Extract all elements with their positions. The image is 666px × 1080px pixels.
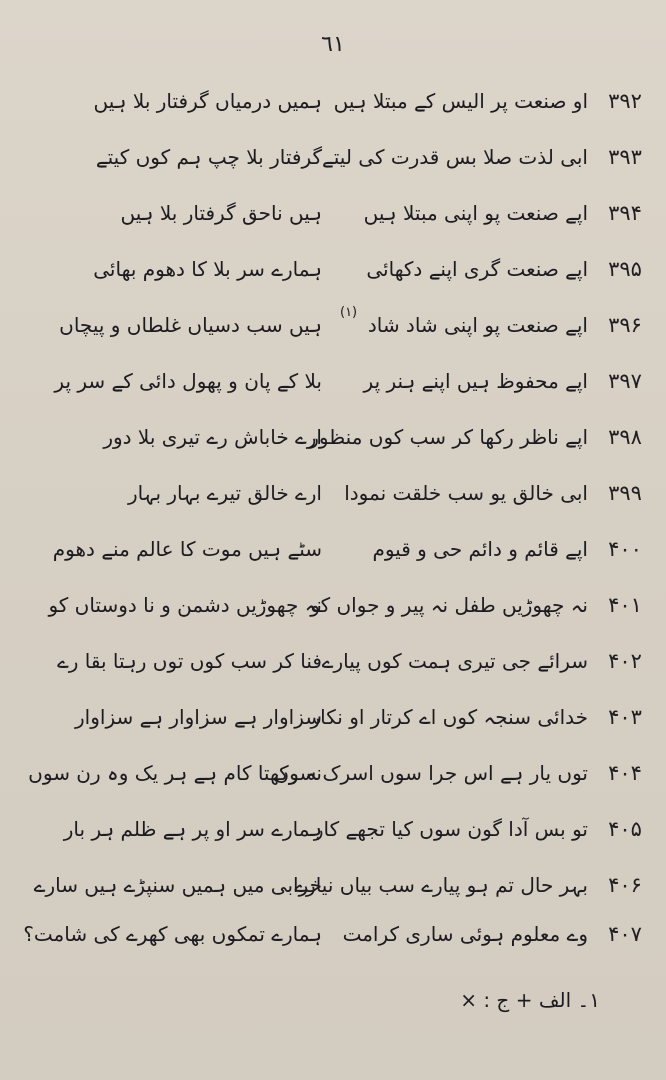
verse-row — [0, 185, 666, 241]
verse-number: ۳۹۷ — [608, 369, 642, 393]
verse-number: ۳۹۴ — [608, 201, 642, 225]
verse-second-line: بلا کے پان و پھول دائی کے سر پر — [54, 369, 322, 393]
verse-row — [0, 857, 666, 913]
verse-second-line: نہ رکھتا کام ہے ہر یک وہ رن سوں — [28, 761, 322, 785]
verse-first-line: تو بس آدا گون سوں کیا تجھے کار — [313, 817, 588, 841]
verse-number: ۴۰۷ — [608, 922, 642, 946]
verse-number: ۳۹۶ — [608, 313, 642, 337]
verse-first-line: سرائے جی تیری ہمت کوں پیارے — [321, 649, 588, 673]
verse-number: ۳۹۳ — [608, 145, 642, 169]
verse-second-line: ہیں ناحق گرفتار بلا ہیں — [120, 201, 322, 225]
verse-row — [0, 801, 666, 857]
verse-number: ۴۰۶ — [608, 873, 642, 897]
verse-row — [0, 633, 666, 689]
verse-first-line: اپے محفوظ ہیں اپنے ہنر پر — [363, 369, 588, 393]
verse-first-line: اپے صنعت پو اپنی مبتلا ہیں — [363, 201, 588, 225]
verse-second-line: سزاوار ہے سزاوار ہے سزاوار — [75, 705, 322, 729]
verse-first-line: ابی لذت صلا بس قدرت کی لیتے — [322, 145, 588, 169]
footnote: ۱۔ الف + ج : × — [460, 988, 600, 1012]
verse-second-line: ہمارے تمکوں بھی کھرے کی شامت؟ — [23, 922, 322, 946]
verse-row — [0, 689, 666, 745]
verse-row — [0, 353, 666, 409]
verse-second-line: خرابی میں ہمیں سنپڑے ہیں سارے — [33, 873, 322, 897]
verse-second-line: سٹے ہیں موت کا عالم منے دھوم — [52, 537, 322, 561]
verse-first-line: خدائی سنجہ کوں اے کرتار او نکار — [310, 705, 588, 729]
page-number: ٦١ — [321, 32, 345, 57]
verse-row — [0, 521, 666, 577]
verse-second-line: ہمارے سر او پر ہے ظلم ہر بار — [63, 817, 322, 841]
verse-number: ۴۰۲ — [608, 649, 642, 673]
footnote-marker: (۱) — [340, 305, 358, 320]
verse-first-line: نہ چھوڑیں طفل نہ پیر و جواں کو — [310, 593, 588, 617]
verse-first-line: اپے صنعت پو اپنی شاد شاد — [367, 313, 588, 337]
verse-first-line: اپے ناظر رکھا کر سب کوں منظور — [309, 425, 588, 449]
verse-second-line: گرفتار بلا چپ ہم کوں کیتے — [95, 145, 322, 169]
verse-row — [0, 745, 666, 801]
verse-number: ۴۰۳ — [608, 705, 642, 729]
verse-row — [0, 906, 666, 962]
verse-second-line: نہ چھوڑیں دشمن و نا دوستاں کو — [48, 593, 322, 617]
verse-second-line: ارے خالق تیرے بہار بہار — [127, 481, 322, 505]
verse-row — [0, 129, 666, 185]
verse-row — [0, 577, 666, 633]
verse-number: ۴۰۱ — [608, 593, 642, 617]
verse-number: ۳۹۵ — [608, 257, 642, 281]
verse-number: ۳۹۲ — [608, 89, 642, 113]
verse-row — [0, 241, 666, 297]
verse-second-line: ہمیں درمیاں گرفتار بلا ہیں — [93, 89, 322, 113]
verse-row — [0, 409, 666, 465]
verse-row — [0, 465, 666, 521]
verse-number: ۳۹۸ — [608, 425, 642, 449]
verse-second-line: فنا کر سب کوں توں رہتا بقا رے — [57, 649, 322, 673]
verse-first-line: او صنعت پر الیس کے مبتلا ہیں — [333, 89, 588, 113]
verse-first-line: وے معلوم ہوئی ساری کرامت — [342, 922, 588, 946]
verse-second-line: ہمارے سر بلا کا دھوم بھائی — [93, 257, 322, 281]
verse-number: ۴۰۴ — [608, 761, 642, 785]
verse-first-line: اپے قائم و دائم حی و قیوم — [372, 537, 588, 561]
verse-row — [0, 73, 666, 129]
verse-number: ۴۰۰ — [608, 537, 642, 561]
verse-first-line: اپے صنعت گری اپنے دکھائی — [366, 257, 588, 281]
verse-row — [0, 297, 666, 353]
verse-first-line: بہر حال تم ہو پیارے سب بیاں نیارے — [294, 873, 588, 897]
verse-number: ۴۰۵ — [608, 817, 642, 841]
verse-second-line: ارے خاباش رے تیری بلا دور — [103, 425, 322, 449]
verse-first-line: توں یار ہے اس جرا سوں اسرک سوں — [274, 761, 588, 785]
verse-second-line: ہیں سب دسیاں غلطاں و پیچاں — [59, 313, 322, 337]
verse-number: ۳۹۹ — [608, 481, 642, 505]
verse-first-line: ابی خالق یو سب خلقت نمودا — [344, 481, 588, 505]
